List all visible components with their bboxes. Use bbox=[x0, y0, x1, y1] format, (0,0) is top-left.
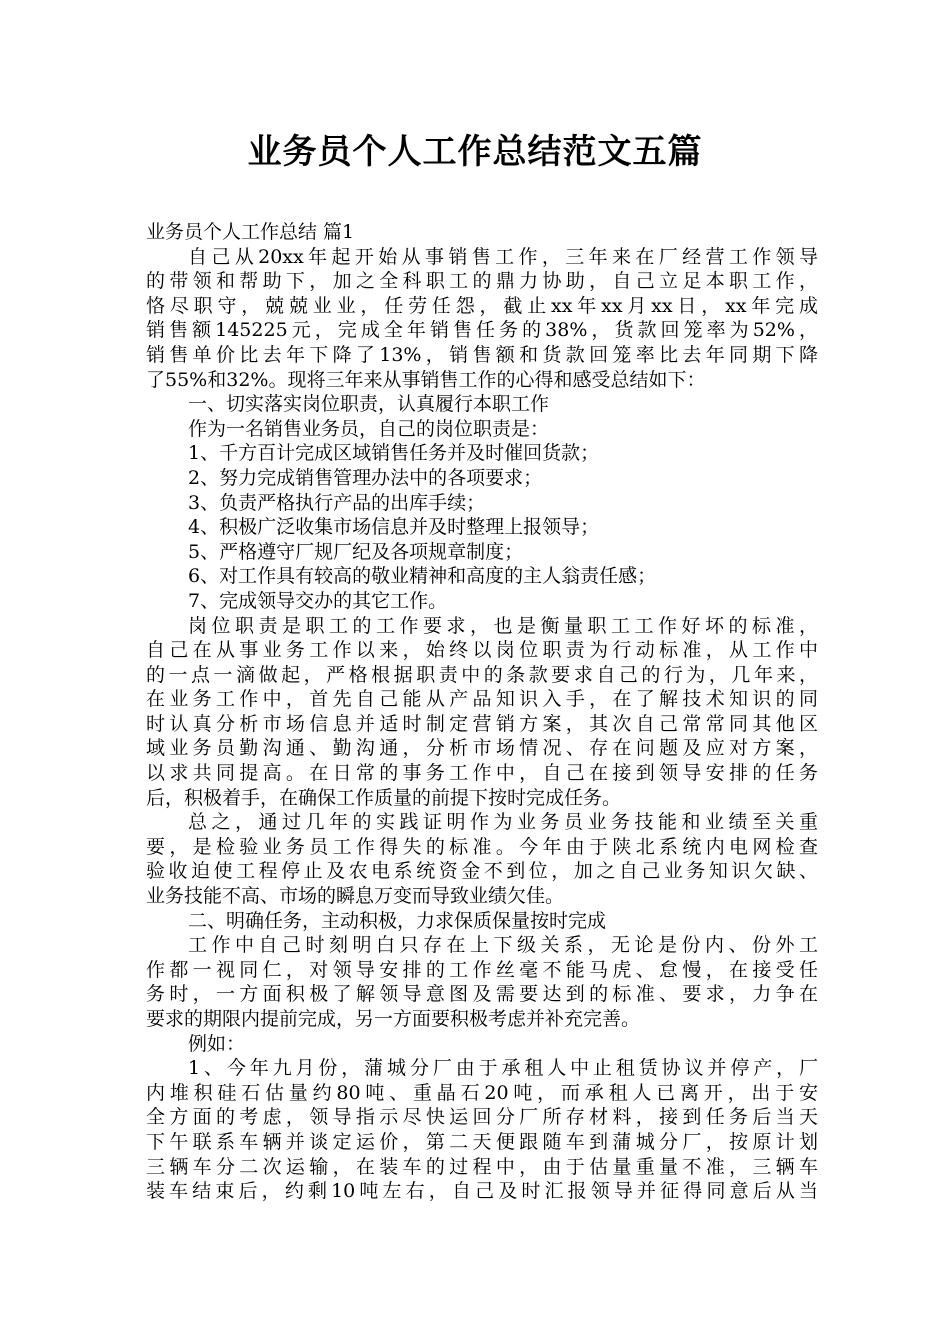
text-line: 内堆积硅石估量约80吨、重晶石20吨，而承租人已离开，出于安 bbox=[146, 1081, 818, 1104]
text-line: 恪尽职守，兢兢业业，任劳任怨，截止xx年xx月xx日，xx年完成 bbox=[146, 294, 818, 317]
text-line: 自己在从事业务工作以来，始终以岗位职责为行动标准，从工作中 bbox=[146, 639, 818, 662]
text-line: 一、切实落实岗位职责，认真履行本职工作 bbox=[188, 393, 550, 416]
text-line: 3、负责严格执行产品的出库手续； bbox=[188, 491, 486, 514]
text-line: 验收迫使工程停止及农电系统资金不到位，加之自己业务知识欠缺、 bbox=[146, 860, 818, 883]
text-line: 4、积极广泛收集市场信息并及时整理上报领导； bbox=[188, 516, 600, 539]
text-line: 下午联系车辆并谈定运价，第二天便跟随车到蒲城分厂，按原计划 bbox=[146, 1130, 818, 1153]
text-line: 以求共同提高。在日常的事务工作中，自己在接到领导安排的任务 bbox=[146, 762, 818, 785]
text-line: 作为一名销售业务员，自己的岗位职责是： bbox=[188, 417, 550, 440]
text-line: 作都一视同仁，对领导安排的工作丝毫不能马虎、怠慢，在接受任 bbox=[146, 958, 818, 981]
text-line: 7、完成领导交办的其它工作。 bbox=[188, 589, 448, 612]
text-line: 三辆车分二次运输，在装车的过程中，由于估量重量不准，三辆车 bbox=[146, 1155, 818, 1178]
text-line: 岗位职责是职工的工作要求，也是衡量职工工作好坏的标准， bbox=[188, 614, 818, 637]
text-line: 了55%和32%。现将三年来从事销售工作的心得和感受总结如下： bbox=[146, 368, 706, 391]
text-line: 的带领和帮助下，加之全科职工的鼎力协助，自己立足本职工作， bbox=[146, 270, 818, 293]
text-line: 2、努力完成销售管理办法中的各项要求； bbox=[188, 466, 543, 489]
text-line: 装车结束后，约剩10吨左右，自己及时汇报领导并征得同意后从当 bbox=[146, 1180, 818, 1203]
text-line: 总之，通过几年的实践证明作为业务员业务技能和业绩至关重 bbox=[188, 811, 818, 834]
text-line: 工作中自己时刻明白只存在上下级关系，无论是份内、份外工 bbox=[188, 934, 818, 957]
text-line: 全方面的考虑，领导指示尽快运回分厂所存材料，接到任务后当天 bbox=[146, 1106, 818, 1129]
text-line: 自己从20xx年起开始从事销售工作，三年来在厂经营工作领导 bbox=[188, 245, 818, 268]
text-line: 销售额145225元，完成全年销售任务的38%，货款回笼率为52%， bbox=[146, 319, 818, 342]
text-line: 在业务工作中，首先自己能从产品知识入手，在了解技术知识的同 bbox=[146, 688, 818, 711]
text-line: 时认真分析市场信息并适时制定营销方案，其次自己常常同其他区 bbox=[146, 712, 818, 735]
document-body bbox=[146, 220, 818, 1204]
text-line: 业务员个人工作总结 篇1 bbox=[146, 221, 355, 243]
text-line: 的一点一滴做起，严格根据职责中的条款要求自己的行为，几年来， bbox=[146, 663, 818, 686]
text-line: 务时，一方面积极了解领导意图及需要达到的标准、要求，力争在 bbox=[146, 983, 818, 1006]
text-line: 要，是检验业务员工作得失的标准。今年由于陕北系统内电网检查 bbox=[146, 835, 818, 858]
text-line: 6、对工作具有较高的敬业精神和高度的主人翁责任感； bbox=[188, 565, 657, 588]
text-line: 二、明确任务，主动积极，力求保质保量按时完成 bbox=[188, 909, 607, 932]
text-line: 1、今年九月份，蒲城分厂由于承租人中止租赁协议并停产，厂 bbox=[188, 1057, 818, 1080]
text-line: 要求的期限内提前完成，另一方面要积极考虑并补充完善。 bbox=[146, 1008, 641, 1030]
text-line: 销售单价比去年下降了13%，销售额和货款回笼率比去年同期下降 bbox=[146, 343, 818, 366]
document-title: 业务员个人工作总结范文五篇 bbox=[247, 132, 703, 172]
text-line: 后，积极着手，在确保工作质量的前提下按时完成任务。 bbox=[146, 786, 622, 809]
text-line: 业务技能不高、市场的瞬息万变而导致业绩欠佳。 bbox=[146, 885, 565, 908]
text-line: 域业务员勤沟通、勤沟通，分析市场情况、存在问题及应对方案， bbox=[146, 737, 818, 760]
text-line: 例如： bbox=[188, 1032, 246, 1055]
text-line: 5、严格遵守厂规厂纪及各项规章制度； bbox=[188, 540, 524, 563]
text-line: 1、千方百计完成区域销售任务并及时催回货款； bbox=[188, 442, 600, 465]
